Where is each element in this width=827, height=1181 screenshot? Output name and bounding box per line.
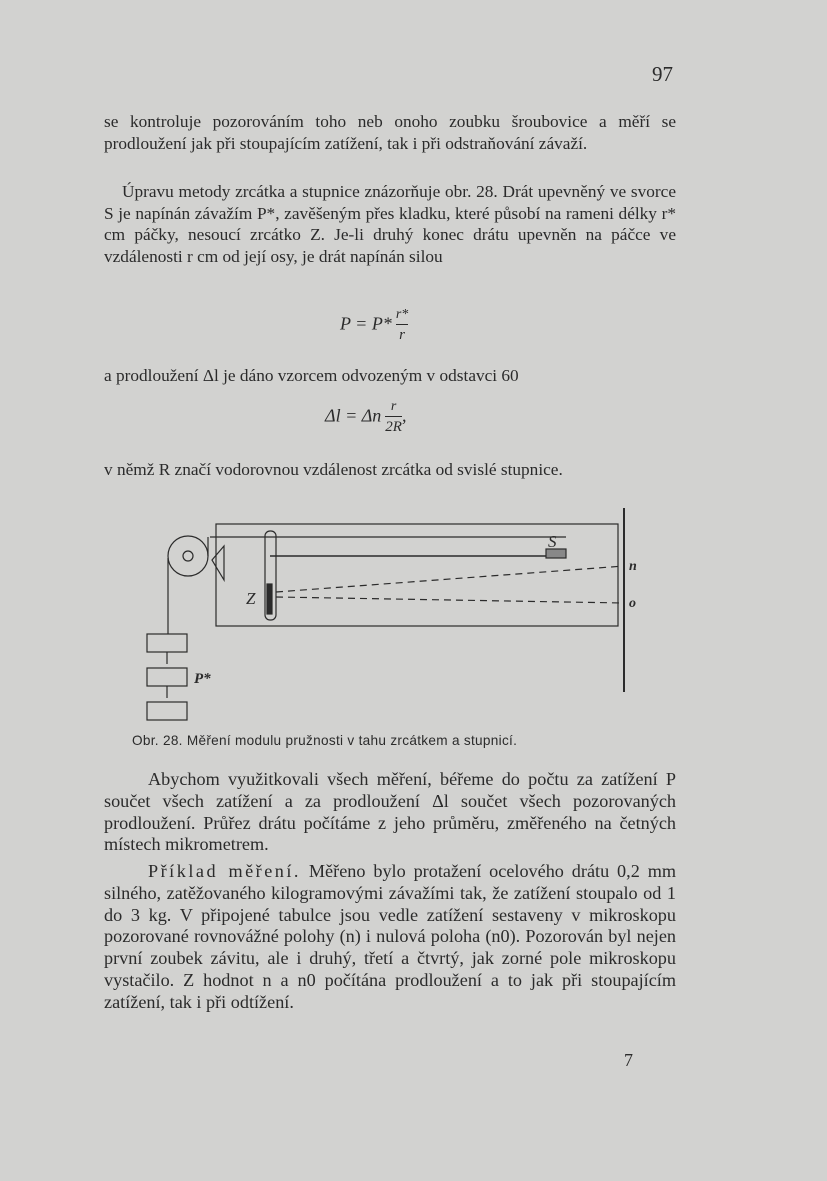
label-o: o xyxy=(629,596,636,611)
paragraph-6 xyxy=(104,861,676,1014)
pulley-bracket xyxy=(212,546,224,580)
formula-tension-denominator: r xyxy=(399,327,405,343)
pulley-axle xyxy=(183,551,193,561)
weight-3 xyxy=(147,702,187,720)
formula-elongation-denominator: 2R xyxy=(385,419,402,435)
paragraph-2: Úpravu metody zrcátka a stupnice znázorňuje obr. 28. Drát upevněný ve svorce S je napínán závažím P*, zavěšeným přes kladku, které působí na rameni délky r* cm páčky, nesoucí zrcátko Z. Je-li druhý konec drátu upevněn na páčce ve vzdálenosti r cm od její osy, je drát napínán silou xyxy=(104,182,676,266)
formula-tension-lhs: P = P* xyxy=(340,313,392,334)
signature-mark: 7 xyxy=(624,1050,633,1070)
paragraph-4: v němž R značí vodorovnou vzdálenost zrcátka od svislé stupnice. xyxy=(104,460,563,479)
pulley-icon xyxy=(168,536,208,576)
paragraph-5: Abychom využitkovali všech měření, béřeme do počtu za zatížení P součet všech zatížení a za prodloužení Δl součet všech pozorovaných prodloužení. Průřez drátu počítáme z jeho průměru, změřeného na četných místech mikrometrem. xyxy=(104,769,676,855)
label-p: P* xyxy=(194,671,211,687)
page-number: 97 xyxy=(652,62,673,86)
paragraph-3: a prodloužení Δl je dáno vzorcem odvozeným v odstavci 60 xyxy=(104,366,519,385)
formula-tension-numerator: r* xyxy=(395,307,409,322)
label-s: S xyxy=(548,532,557,551)
paragraph-1: se kontroluje pozorováním toho neb onoho zoubku šroubovice a měří se prodloužení jak při stoupajícím zatížení, tak i při odstraňování závaží. xyxy=(104,112,676,153)
ray-to-o xyxy=(276,597,624,603)
label-z: Z xyxy=(246,589,256,608)
paragraph-6-body: Měřeno bylo protažení ocelového drátu 0,2 mm silného, zatěžovaného kilogramovými závažími tak, že zatížení stoupalo od 1 do 3 kg. V připojené tabulce jsou vedle zatížení sestaveny v mikroskopu pozorované rovnovážné polohy (n) i nulová poloha (n0). Pozorován byl nejen první zoubek závitu, ale i druhý, třetí a čtvrtý, jak zorné pole mikroskopu vystačilo. Z hodnot n a n0 počítána prodloužení a to jak při stoupajícím zatížení, tak i při odtížení. xyxy=(104,861,676,1012)
weight-1 xyxy=(147,634,187,652)
label-n: n xyxy=(629,559,637,574)
formula-elongation-comma: , xyxy=(401,405,407,426)
mirror xyxy=(267,584,272,614)
weight-2 xyxy=(147,668,187,686)
formula-elongation-numerator: r xyxy=(390,399,397,414)
figure-caption: Obr. 28. Měření modulu pružnosti v tahu zrcátkem a stupnicí. xyxy=(132,733,518,748)
formula-elongation-lhs: Δl = Δn xyxy=(325,405,382,426)
ray-to-n xyxy=(276,566,624,592)
paragraph-6-lead: Příklad měření. xyxy=(148,861,301,881)
